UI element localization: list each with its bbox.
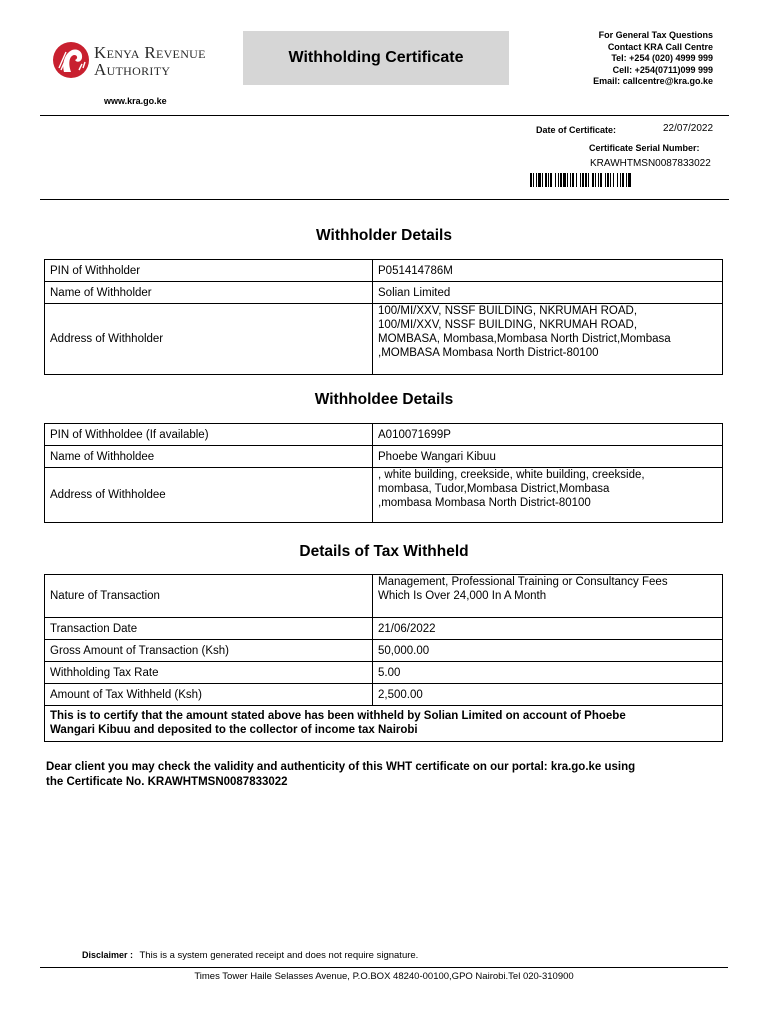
- org-name: [94, 44, 206, 78]
- value-line: 50,000.00: [378, 644, 430, 657]
- certification-statement: [45, 706, 723, 742]
- table-row: [45, 640, 723, 662]
- footer-address: Times Tower Haile Selasses Avenue, P.O.BOX 48240-00100,GPO Nairobi.Tel 020-310900: [194, 971, 574, 982]
- contact-line: Tel: +254 (020) 4999 999: [611, 53, 713, 63]
- value-line: 21/06/2022: [378, 622, 436, 635]
- table-value: [373, 662, 723, 684]
- document-title: Withholding Certificate: [243, 31, 509, 85]
- contact-line: Contact KRA Call Centre: [607, 41, 713, 52]
- value-line: 2,500.00: [378, 688, 423, 701]
- date-label: Date of Certificate:: [536, 125, 617, 135]
- contact-line: Cell: +254(0711)099 999: [612, 64, 713, 75]
- value-line: 100/MI/XXV, NSSF BUILDING, NKRUMAH ROAD,: [378, 319, 638, 331]
- contact-block: [593, 30, 713, 88]
- contact-email[interactable]: Email: callcentre@kra.go.ke: [593, 76, 713, 86]
- website-link[interactable]: www.kra.go.ke: [104, 96, 167, 106]
- table-label: Transaction Date: [45, 618, 373, 640]
- table-value: [373, 684, 723, 706]
- table-label: Nature of Transaction: [45, 575, 373, 618]
- table-label: Name of Withholder: [45, 282, 373, 304]
- table-value: [373, 260, 723, 282]
- serial-value: KRAWHTMSN0087833022: [590, 158, 711, 169]
- table-label: Name of Withholdee: [45, 446, 373, 468]
- table-value: [373, 618, 723, 640]
- disclaimer: [82, 950, 418, 961]
- table-value: [373, 304, 723, 375]
- value-line: Which Is Over 24,000 In A Month: [378, 590, 547, 602]
- value-line: 5.00: [378, 666, 401, 679]
- org-name-line1: Kenya Revenue: [94, 43, 206, 62]
- table-value: [373, 446, 723, 468]
- table-row: [45, 706, 723, 742]
- table-label: Amount of Tax Withheld (Ksh): [45, 684, 373, 706]
- table-row: [45, 468, 723, 523]
- table-row: [45, 260, 723, 282]
- barcode-icon: [530, 173, 710, 187]
- table-label: PIN of Withholdee (If available): [45, 424, 373, 446]
- disclaimer-label: Disclaimer :: [82, 950, 134, 960]
- org-name-line2: Authority: [94, 60, 171, 79]
- withholder-table: [44, 259, 723, 375]
- table-label: Withholding Tax Rate: [45, 662, 373, 684]
- table-value: [373, 424, 723, 446]
- value-line: mombasa, Tudor,Mombasa District,Mombasa: [378, 483, 610, 495]
- table-label: Address of Withholdee: [45, 468, 373, 523]
- value-line: Management, Professional Training or Consultancy Fees: [378, 576, 668, 588]
- tax-heading: Details of Tax Withheld: [299, 543, 469, 560]
- value-line: P051414786M: [378, 264, 453, 277]
- table-label: PIN of Withholder: [45, 260, 373, 282]
- portal-verification-note: [46, 760, 726, 790]
- certify-line: This is to certify that the amount stated above has been withheld by Solian Limited on account of Phoebe: [50, 710, 626, 722]
- table-row: [45, 662, 723, 684]
- note-line: the Certificate No. KRAWHTMSN0087833022: [46, 776, 288, 788]
- table-value: [373, 575, 723, 618]
- table-value: [373, 282, 723, 304]
- table-row: [45, 304, 723, 375]
- value-line: ,mombasa Mombasa North District-80100: [378, 497, 591, 509]
- serial-label: Certificate Serial Number:: [589, 143, 700, 153]
- note-line: Dear client you may check the validity and authenticity of this WHT certificate on our portal: kra.go.ke using: [46, 761, 636, 773]
- divider: [40, 115, 729, 116]
- value-line: MOMBASA, Mombasa,Mombasa North District,Mombasa: [378, 333, 671, 345]
- certify-line: Wangari Kibuu and deposited to the collector of income tax Nairobi: [50, 724, 418, 736]
- kra-logo: [52, 38, 232, 88]
- divider: [40, 199, 729, 200]
- date-value: 22/07/2022: [663, 123, 714, 134]
- table-row: [45, 575, 723, 618]
- table-row: [45, 424, 723, 446]
- lion-emblem-icon: [52, 38, 90, 82]
- value-line: 100/MI/XXV, NSSF BUILDING, NKRUMAH ROAD,: [378, 305, 638, 317]
- table-label: Gross Amount of Transaction (Ksh): [45, 640, 373, 662]
- table-value: [373, 468, 723, 523]
- divider: [40, 967, 728, 968]
- table-row: [45, 282, 723, 304]
- table-row: [45, 618, 723, 640]
- table-row: [45, 684, 723, 706]
- withholdee-heading: Withholdee Details: [314, 391, 454, 408]
- table-row: [45, 446, 723, 468]
- withholder-heading: Withholder Details: [316, 227, 452, 244]
- table-value: [373, 640, 723, 662]
- table-label: Address of Withholder: [45, 304, 373, 375]
- value-line: ,MOMBASA Mombasa North District-80100: [378, 347, 599, 359]
- tax-table: [44, 574, 723, 742]
- value-line: , white building, creekside, white building, creekside,: [378, 469, 645, 481]
- contact-line: For General Tax Questions: [598, 30, 713, 40]
- value-line: Solian Limited: [378, 286, 451, 299]
- disclaimer-text: This is a system generated receipt and does not require signature.: [139, 950, 419, 961]
- withholdee-table: [44, 423, 723, 523]
- value-line: Phoebe Wangari Kibuu: [378, 450, 496, 463]
- value-line: A010071699P: [378, 428, 451, 441]
